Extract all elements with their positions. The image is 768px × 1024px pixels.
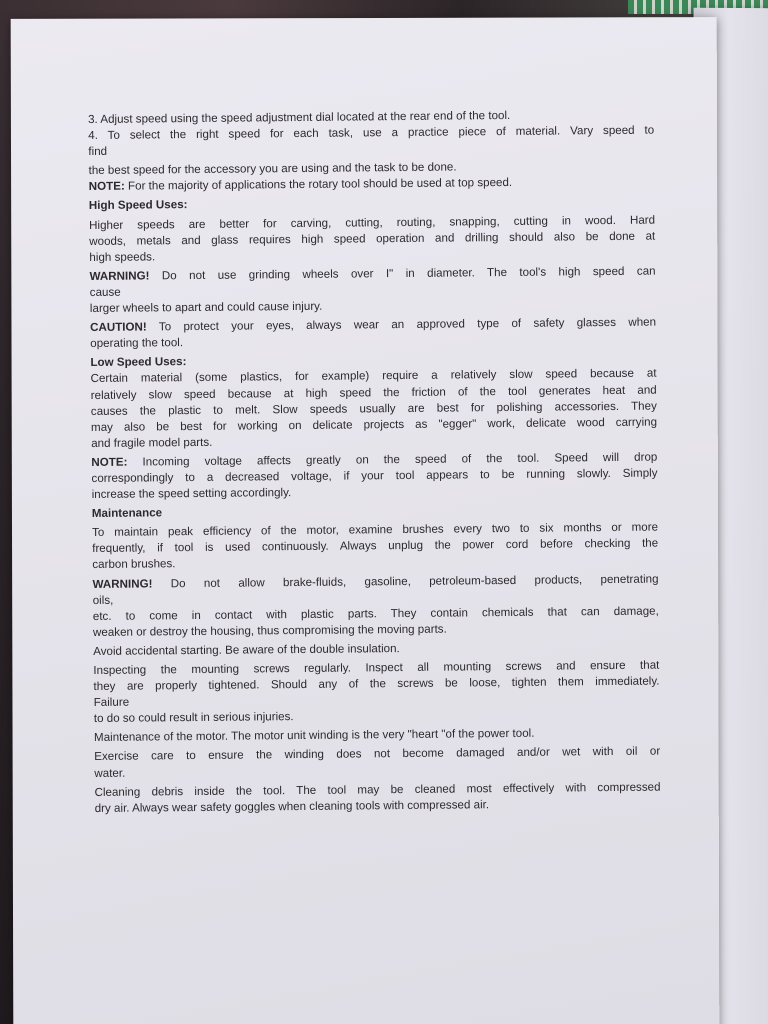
line-text: oils,: [92, 593, 114, 607]
line-text: 4. To select the right speed for each task, use a practice piece of material. Vary speed to: [88, 123, 655, 143]
bold-label: Maintenance: [91, 506, 163, 521]
text-line: [89, 193, 655, 215]
line-text: causes the plastic to melt. Slow speeds usually are best for polishing accessories. They: [90, 399, 657, 418]
line-text: relatively slow speed because at high speed the friction of the tool generates heat and: [90, 383, 657, 402]
bold-label: NOTE:: [88, 180, 125, 194]
line-text: cause: [89, 285, 121, 299]
line-text: they are properly tightened. Should any of the screws be loose, tighten them immediately.: [93, 674, 660, 694]
line-text: Avoid accidental starting. Be aware of the double insulation.: [93, 641, 400, 658]
line-text: correspondingly to a decreased voltage, if your tool appears to be running slowly. Simply: [91, 466, 658, 485]
line-text: find: [88, 145, 108, 159]
bold-label: Low Speed Uses:: [90, 355, 187, 370]
bold-label: NOTE:: [91, 455, 128, 469]
line-text: increase the speed setting accordingly.: [91, 486, 292, 502]
line-text: Exercise care to ensure the winding does not become damaged and/or wet with oil or: [94, 745, 661, 764]
bold-label: WARNING!: [89, 269, 150, 283]
line-text: To maintain peak efficiency of the motor, examine brushes every two to six months or more: [91, 520, 659, 540]
line-text: 3. Adjust speed using the speed adjustment dial located at the rear end of the tool.: [88, 108, 511, 126]
line-text: water.: [94, 766, 126, 780]
line-text: For the majority of applications the rotary tool should be used at top speed.: [124, 176, 513, 194]
line-text: etc. to come in contact with plastic parts. They contain chemicals that can damage,: [92, 604, 659, 623]
line-text: Certain material (some plastics, for example) require a relatively slow speed because at: [90, 366, 657, 386]
line-text: high speeds.: [89, 250, 156, 264]
line-text: Cleaning debris inside the tool. The tool may be cleaned most effectively with compressed: [94, 780, 661, 799]
line-text: woods, metals and glass requires high speed operation and drilling should also be done at: [89, 229, 656, 248]
line-text: Do not use grinding wheels over I" in diameter. The tool's high speed can: [149, 264, 656, 283]
line-text: may also be best for working on delicate projects as "egger" work, delicate wood carrying: [90, 415, 658, 434]
line-text: Incoming voltage affects greatly on the speed of the tool. Speed will drop: [127, 450, 658, 469]
line-text: operating the tool.: [90, 336, 184, 351]
line-text: and fragile model parts.: [91, 435, 213, 450]
line-text: dry air. Always wear safety goggles when cleaning tools with compressed air.: [94, 797, 490, 815]
line-text: the best speed for the accessory you are using and the task to be done.: [88, 160, 457, 178]
line-text: Inspecting the mounting screws regularly. Inspect all mounting screws and ensure that: [93, 658, 660, 677]
line-text: Higher speeds are better for carving, cutting, routing, snapping, cutting in wood. Hard: [89, 213, 656, 232]
line-text: Maintenance of the motor. The motor unit winding is the very "heart "of the power tool.: [93, 727, 535, 745]
line-text: to do so could result in serious injuries.: [93, 710, 294, 726]
bold-label: CAUTION!: [90, 320, 147, 335]
text-line: [92, 501, 658, 523]
line-text: larger wheels to apart and could cause injury.: [89, 299, 323, 316]
bold-label: WARNING!: [92, 576, 153, 591]
line-text: Do not allow brake-fluids, gasoline, petroleum-based products, penetrating: [152, 572, 659, 590]
line-text: frequently, if tool is used continuously. Always unplug the power cord before checking the: [92, 536, 659, 556]
text-line: [93, 638, 659, 660]
line-text: To protect your eyes, always wear an approved type of safety glasses when: [146, 315, 657, 334]
line-text: weaken or destroy the housing, thus compromising the moving parts.: [92, 622, 447, 639]
bold-label: High Speed Uses:: [88, 198, 188, 213]
line-text: Failure: [93, 695, 130, 710]
text-line: [94, 725, 660, 747]
line-text: carbon brushes.: [92, 557, 176, 572]
instruction-text: [88, 107, 661, 817]
